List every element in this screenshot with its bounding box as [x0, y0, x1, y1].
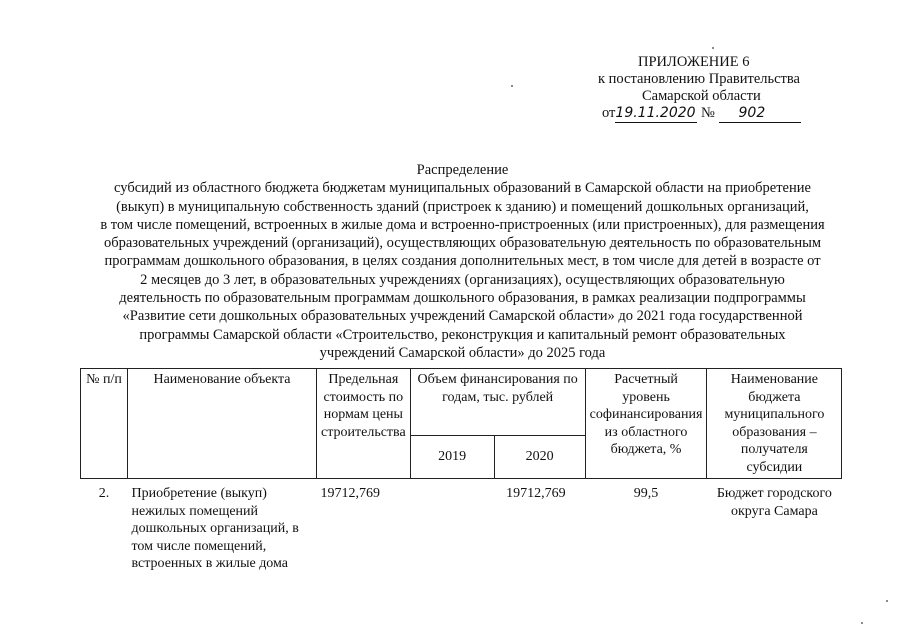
distribution-table: [80, 368, 842, 575]
cell-num: 2.: [98, 486, 110, 501]
document-title: [80, 161, 845, 362]
header-year-2019: 2019: [410, 436, 494, 479]
cell-2020: 19712,769: [506, 486, 566, 501]
header-budget: Наименование бюджета муниципального образования – получателя субсидии: [707, 369, 842, 479]
table-header-row: [81, 369, 842, 436]
header-cost: Предельная стоимость по нормам цены строительства: [317, 369, 411, 479]
handwritten-number: 902: [719, 105, 801, 123]
title-line: 2 месяцев до 3 лет, в образовательных учреждениях (организациях), осуществляющих образовательную: [140, 271, 785, 288]
cell-cost: 19712,769: [320, 486, 380, 501]
scan-speck: [886, 600, 888, 602]
date-prefix: от: [602, 105, 616, 121]
title-line: программы Самарской области «Строительство, реконструкция и капитальный ремонт образовательных: [139, 326, 786, 343]
appendix-title: ПРИЛОЖЕНИЕ 6: [638, 54, 750, 70]
header-year-2020: 2020: [494, 436, 585, 479]
cell-2019: [410, 479, 494, 575]
title-heading: Распределение: [416, 162, 509, 178]
handwritten-date: 19.11.2020: [615, 105, 696, 121]
table-row: [81, 479, 842, 575]
title-line: (выкуп) в муниципальную собственность зданий (пристроек к зданию) и помещений дошкольных организаций,: [116, 198, 809, 215]
header-name: Наименование объекта: [128, 369, 317, 479]
title-line: образовательных учреждений (организаций), осуществляющих образовательную деятельность по образовательным: [103, 235, 822, 252]
cell-rate: 99,5: [633, 486, 659, 501]
cell-name: Приобретение (выкуп) нежилых помещений дошкольных организаций, в том числе помещений, встроенных в жилые дома: [131, 486, 299, 571]
appendix-line-decree: к постановлению Правительства: [598, 71, 800, 87]
appendix-date-line: [588, 105, 828, 123]
title-line: «Развитие сети дошкольных образовательных учреждений Самарской области» до 2021 года государственной: [122, 308, 803, 325]
title-line: учреждений Самарской области» до 2025 года: [319, 344, 606, 361]
header-num: № п/п: [81, 369, 128, 479]
title-line: субсидий из областного бюджета бюджетам муниципальных образований в Самарской области на приобретение: [114, 180, 811, 197]
appendix-header: [588, 54, 828, 123]
title-line: в том числе помещений, встроенных в жилые дома и встроенно-пристроенных (или пристроенных), для размещения: [100, 216, 825, 233]
scan-speck: [511, 85, 513, 87]
header-funding: Объем финансирования по годам, тыс. рублей: [410, 369, 585, 436]
cell-budget: Бюджет городского округа Самара: [716, 486, 832, 519]
header-rate: Расчетный уровень софинансирования из областного бюджета, %: [585, 369, 707, 479]
scan-speck: [712, 47, 714, 49]
title-line: деятельность по образовательным программам дошкольного образования, в рамках реализации подпрограммы: [119, 290, 806, 307]
number-prefix: №: [701, 105, 715, 121]
title-line: программам дошкольного образования, в целях создания дополнительных мест, в том числе для детей в возрасте от: [104, 253, 821, 270]
appendix-line-region: Самарской области: [642, 88, 761, 104]
scan-speck: [861, 622, 863, 624]
